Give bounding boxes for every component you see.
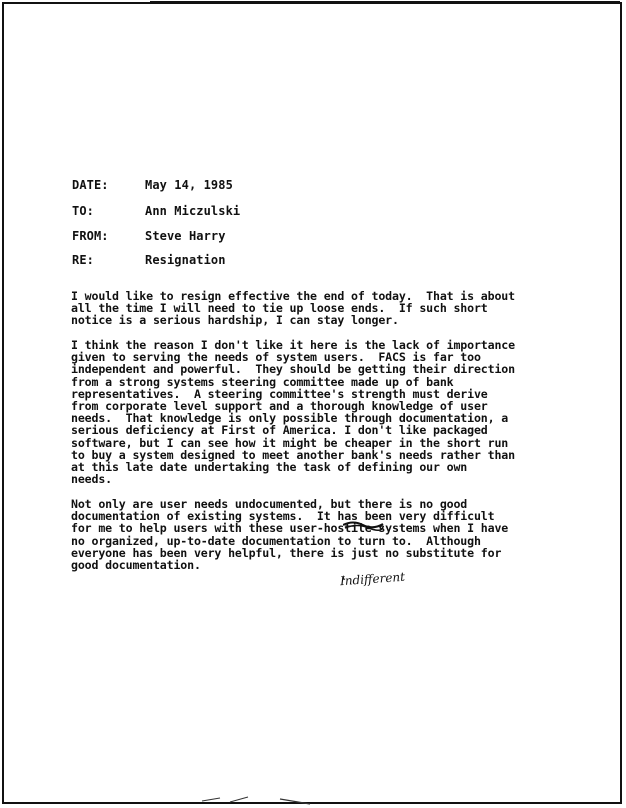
- scan-top-edge: [150, 1, 620, 4]
- to-value: Ann Miczulski: [145, 204, 241, 218]
- paragraph-1: I would like to resign effective the end of today. That is about all the time I will need to tie up loose ends. If such short notice is a serious hardship, I can stay longer.: [71, 289, 515, 328]
- date-label: DATE:: [72, 178, 109, 192]
- date-value: May 14, 1985: [145, 178, 233, 192]
- scan-artifact-marks: [200, 795, 340, 807]
- re-value: Resignation: [145, 253, 226, 267]
- handwritten-note: Indifferent: [339, 569, 406, 589]
- to-label: TO:: [72, 204, 94, 218]
- paragraph-3: Not only are user needs undocumented, but there is no good documentation of existing systems. It has been very difficult for me to help users with these user-hostile systems when I have no organized, up-to-date documentation to turn to. Although everyone has been very helpful, there is just no substitute for good documentation.: [71, 497, 509, 573]
- from-label: FROM:: [72, 229, 109, 243]
- re-label: RE:: [72, 253, 94, 267]
- paragraph-2: I think the reason I don't like it here is the lack of importance given to serving the needs of system users. FACS is far too independent and powerful. They should be getting their direction from a strong systems steering committee made up of bank representatives. A steering committee's strength must derive from corporate level support and a thorough knowledge of user needs. That knowledge is only possible through documentation, a serious deficiency at First of America. I don't like packaged software, but I can see how it might be cheaper in the short run to buy a system designed to meet another bank's needs rather than at this late date undertaking the task of defining our own needs.: [71, 338, 515, 487]
- from-value: Steve Harry: [145, 229, 226, 243]
